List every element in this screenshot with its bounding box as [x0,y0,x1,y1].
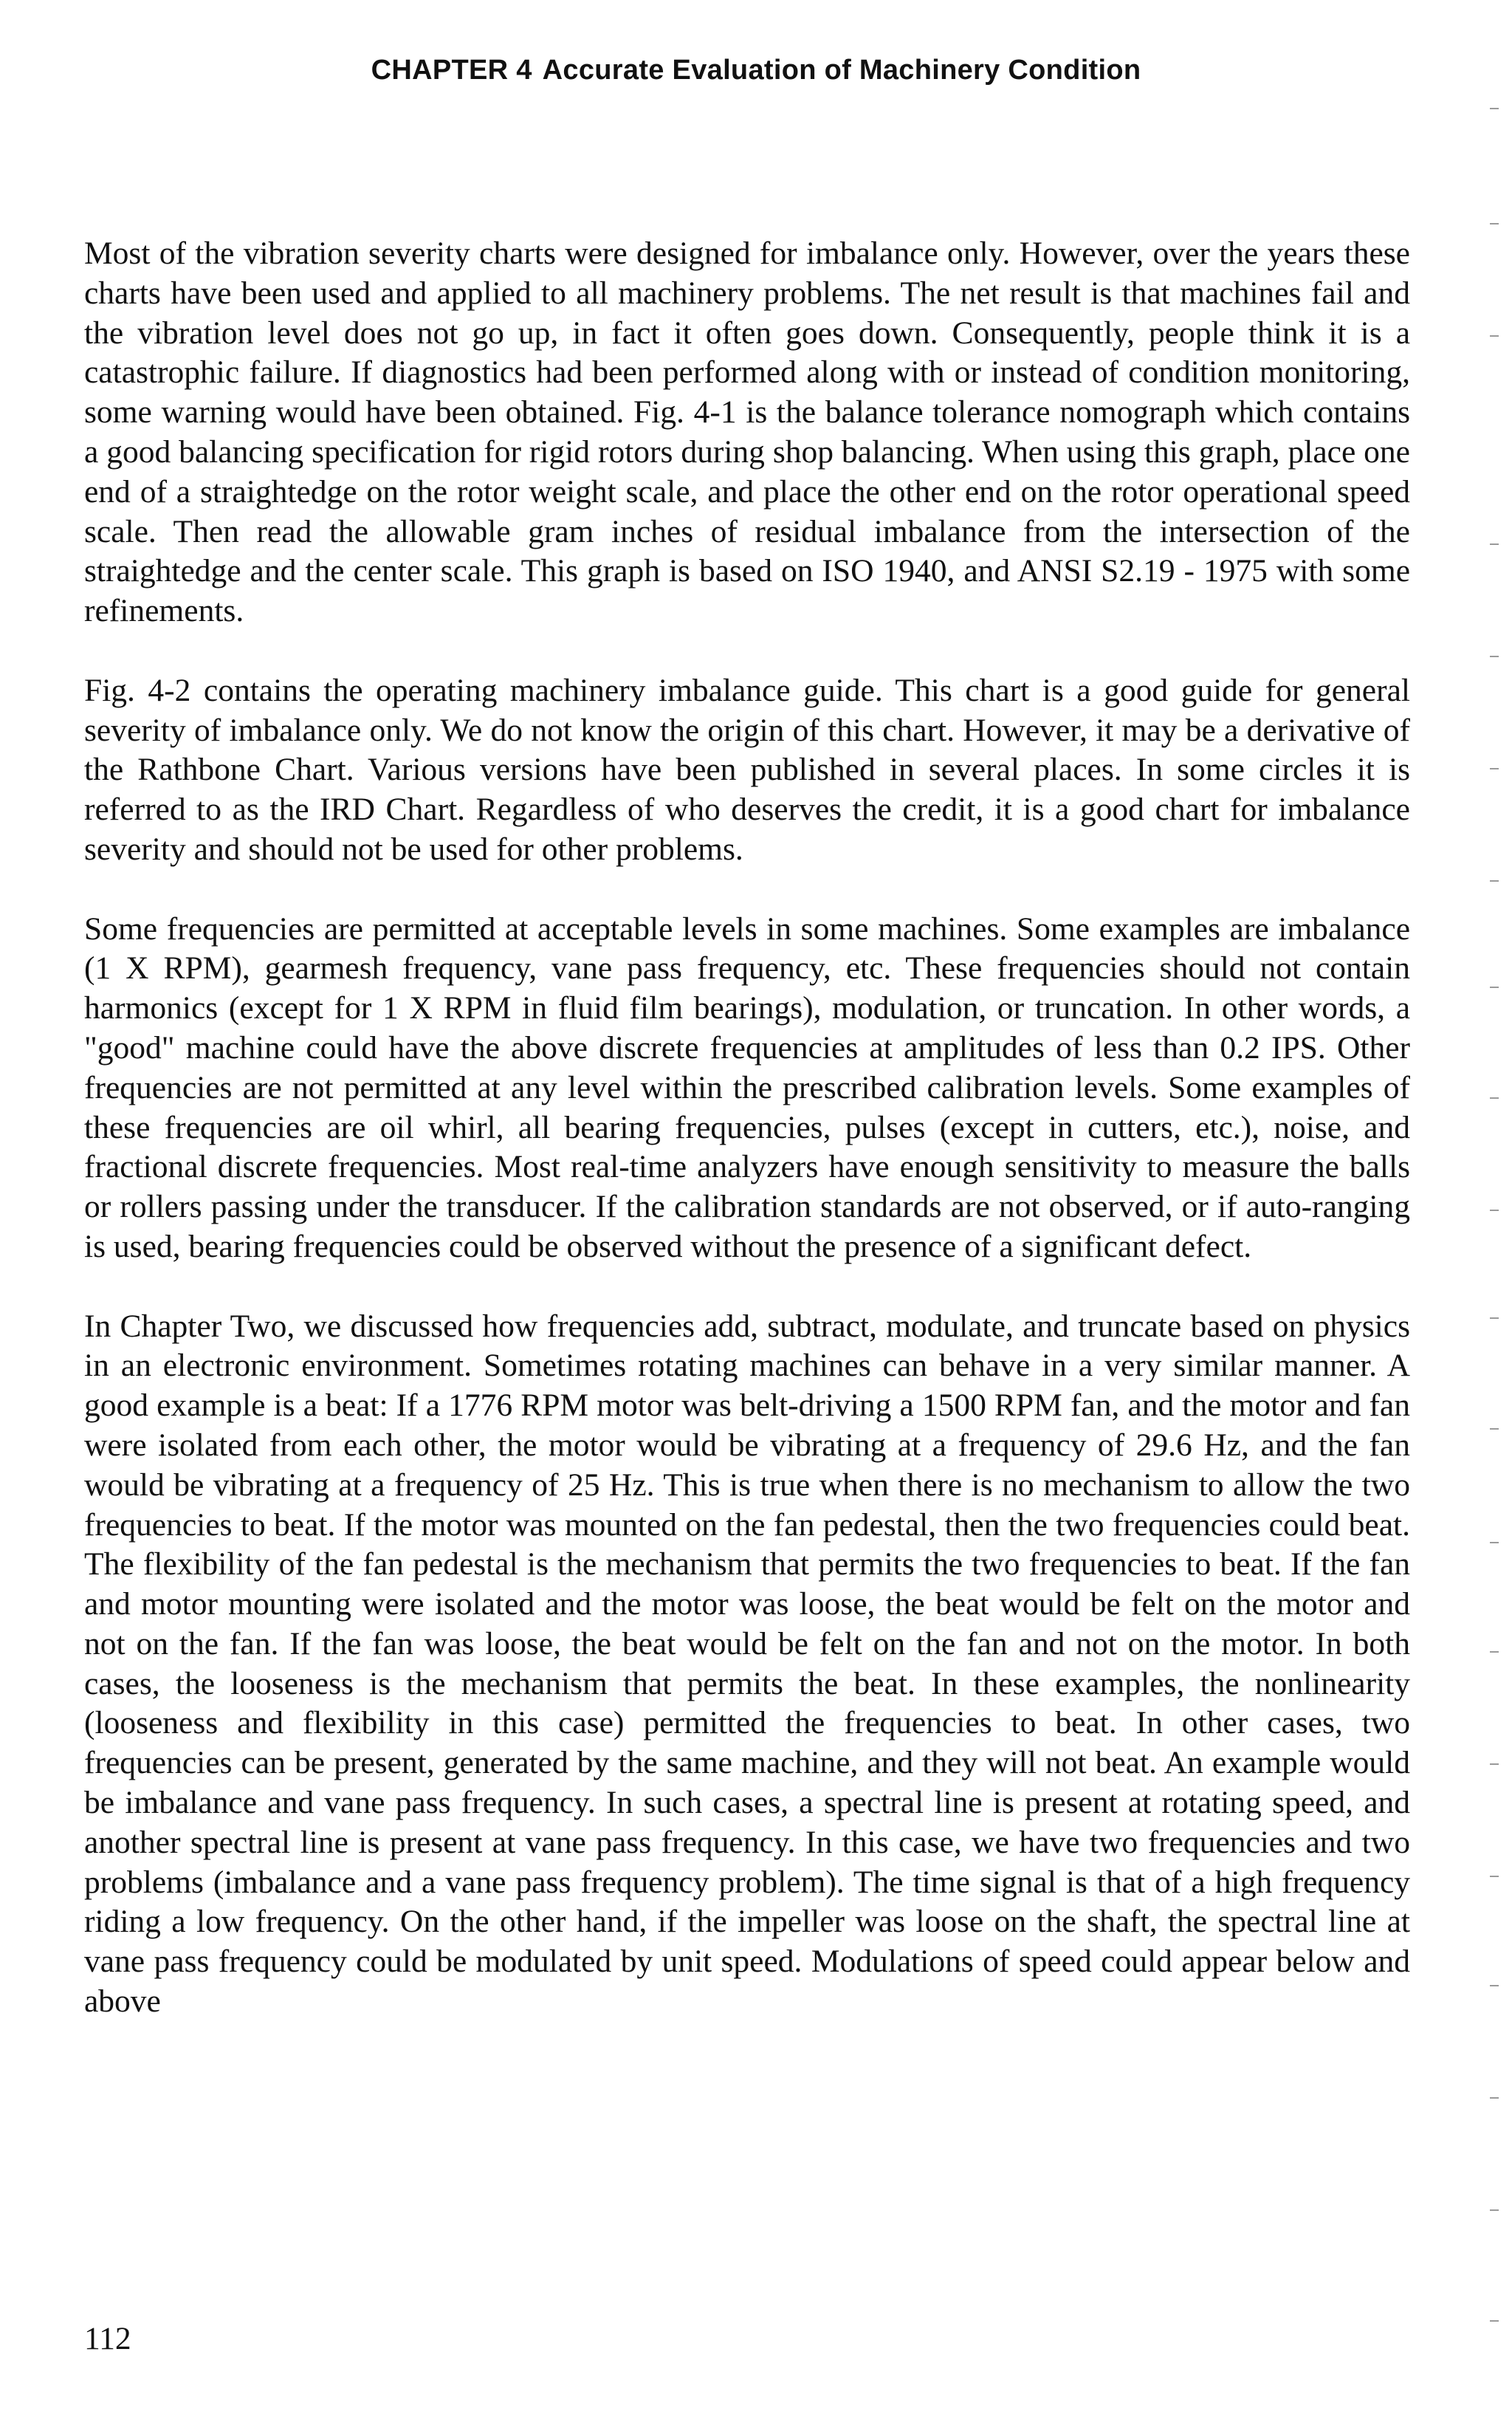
margin-tick [1490,335,1499,337]
paragraph-3: Some frequencies are permitted at acceptable levels in some machines. Some examples are imbalance (1 X RPM), gearmesh frequency, vane pass frequency, etc. These frequencies should not contain harmonics (except for 1 X RPM in fluid film bearings), modulation, or truncation. In other words, a "good" machine could have the above discrete frequencies at amplitudes of less than 0.2 IPS. Other frequencies are not permitted at any level within the prescribed calibration levels. Some examples of these frequencies are oil whirl, all bearing frequencies, pulses (except in cutters, etc.), noise, and fractional discrete frequencies. Most real-time analyzers have enough sensitivity to measure the balls or rollers passing under the transducer. If the calibration standards are not observed, or if auto-ranging is used, bearing frequencies could be observed without the presence of a significant defect. [84,910,1410,1264]
margin-tick [1490,1097,1499,1099]
margin-tick [1490,2320,1499,2322]
margin-tick [1490,1876,1499,1877]
margin-tick [1490,1210,1499,1211]
paragraph-4: In Chapter Two, we discussed how frequencies add, subtract, modulate, and truncate based on physics in an electronic environment. Sometimes rotating machines can behave in a very similar manner. A good example is a beat: If a 1776 RPM motor was belt-driving a 1500 RPM fan, and the motor and fan were isolated from each other, the motor would be vibrating at a frequency of 29.6 Hz, and the fan would be vibrating at a frequency of 25 Hz. This is true when there is no mechanism to allow the two frequencies to beat. If the motor was mounted on the fan pedestal, then the two frequencies could beat. The flexibility of the fan pedestal is the mechanism that permits the two frequencies to beat. If the fan and motor mounting were isolated and the motor was loose, the beat would be felt on the motor and not on the fan. If the fan was loose, the beat would be felt on the fan and not on the motor. In both cases, the looseness is the mechanism that permits the beat. In these examples, the nonlinearity (looseness and flexibility in this case) permitted the frequencies to beat. In other cases, two frequencies can be present, generated by the same machine, and they will not beat. An example would be imbalance and vane pass frequency. In such cases, a spectral line is present at rotating speed, and another spectral line is present at vane pass frequency. In this case, we have two frequencies and two problems (imbalance and a vane pass frequency problem). The time signal is that of a high frequency riding a low frequency. On the other hand, if the impeller was loose on the shaft, the spectral line at vane pass frequency could be modulated by unit speed. Modulations of speed could appear below and above [84,1308,1410,2020]
margin-tick [1490,2097,1499,2099]
paragraph-1: Most of the vibration severity charts were designed for imbalance only. However, over the years these charts have been used and applied to all machinery problems. The net result is that machines fail and the vibration level does not go up, in fact it often goes down. Consequently, people think it is a catastrophic failure. If diagnostics had been performed along with or instead of condition monitoring, some warning would have been obtained. Fig. 4-1 is the balance tolerance nomograph which contains a good balancing specification for rigid rotors during shop balancing. When using this graph, place one end of a straightedge on the rotor weight scale, and place the other end on the rotor operational speed scale. Then read the allowable gram inches of residual imbalance from the intersection of the straightedge and the center scale. This graph is based on ISO 1940, and ANSI S2.19 - 1975 with some refinements. [84,236,1410,629]
margin-tick [1490,1651,1499,1653]
paragraph-2: Fig. 4-2 contains the operating machinery imbalance guide. This chart is a good guide for general severity of imbalance only. We do not know the origin of this chart. However, it may be a derivative of the Rathbone Chart. Various versions have been published in several places. In some circles it is referred to as the IRD Chart. Regardless of who deserves the credit, it is a good chart for imbalance severity and should not be used for other problems. [84,672,1410,867]
margin-tick [1490,1985,1499,1986]
margin-tick [1490,2209,1499,2211]
margin-tick [1490,223,1499,224]
page-number: 112 [84,2321,131,2356]
body-text [84,234,1410,2062]
margin-tick [1490,768,1499,769]
margin-tick [1490,987,1499,988]
margin-tick [1490,108,1499,109]
margin-tick [1490,1542,1499,1543]
running-header [0,55,1512,86]
margin-tick [1490,1317,1499,1319]
margin-tick [1490,880,1499,882]
margin-tick [1490,1428,1499,1430]
margin-tick [1490,543,1499,545]
chapter-number: CHAPTER 4 [371,55,532,86]
margin-tick [1490,1763,1499,1765]
margin-tick [1490,656,1499,657]
chapter-title: Accurate Evaluation of Machinery Condition [542,55,1141,86]
